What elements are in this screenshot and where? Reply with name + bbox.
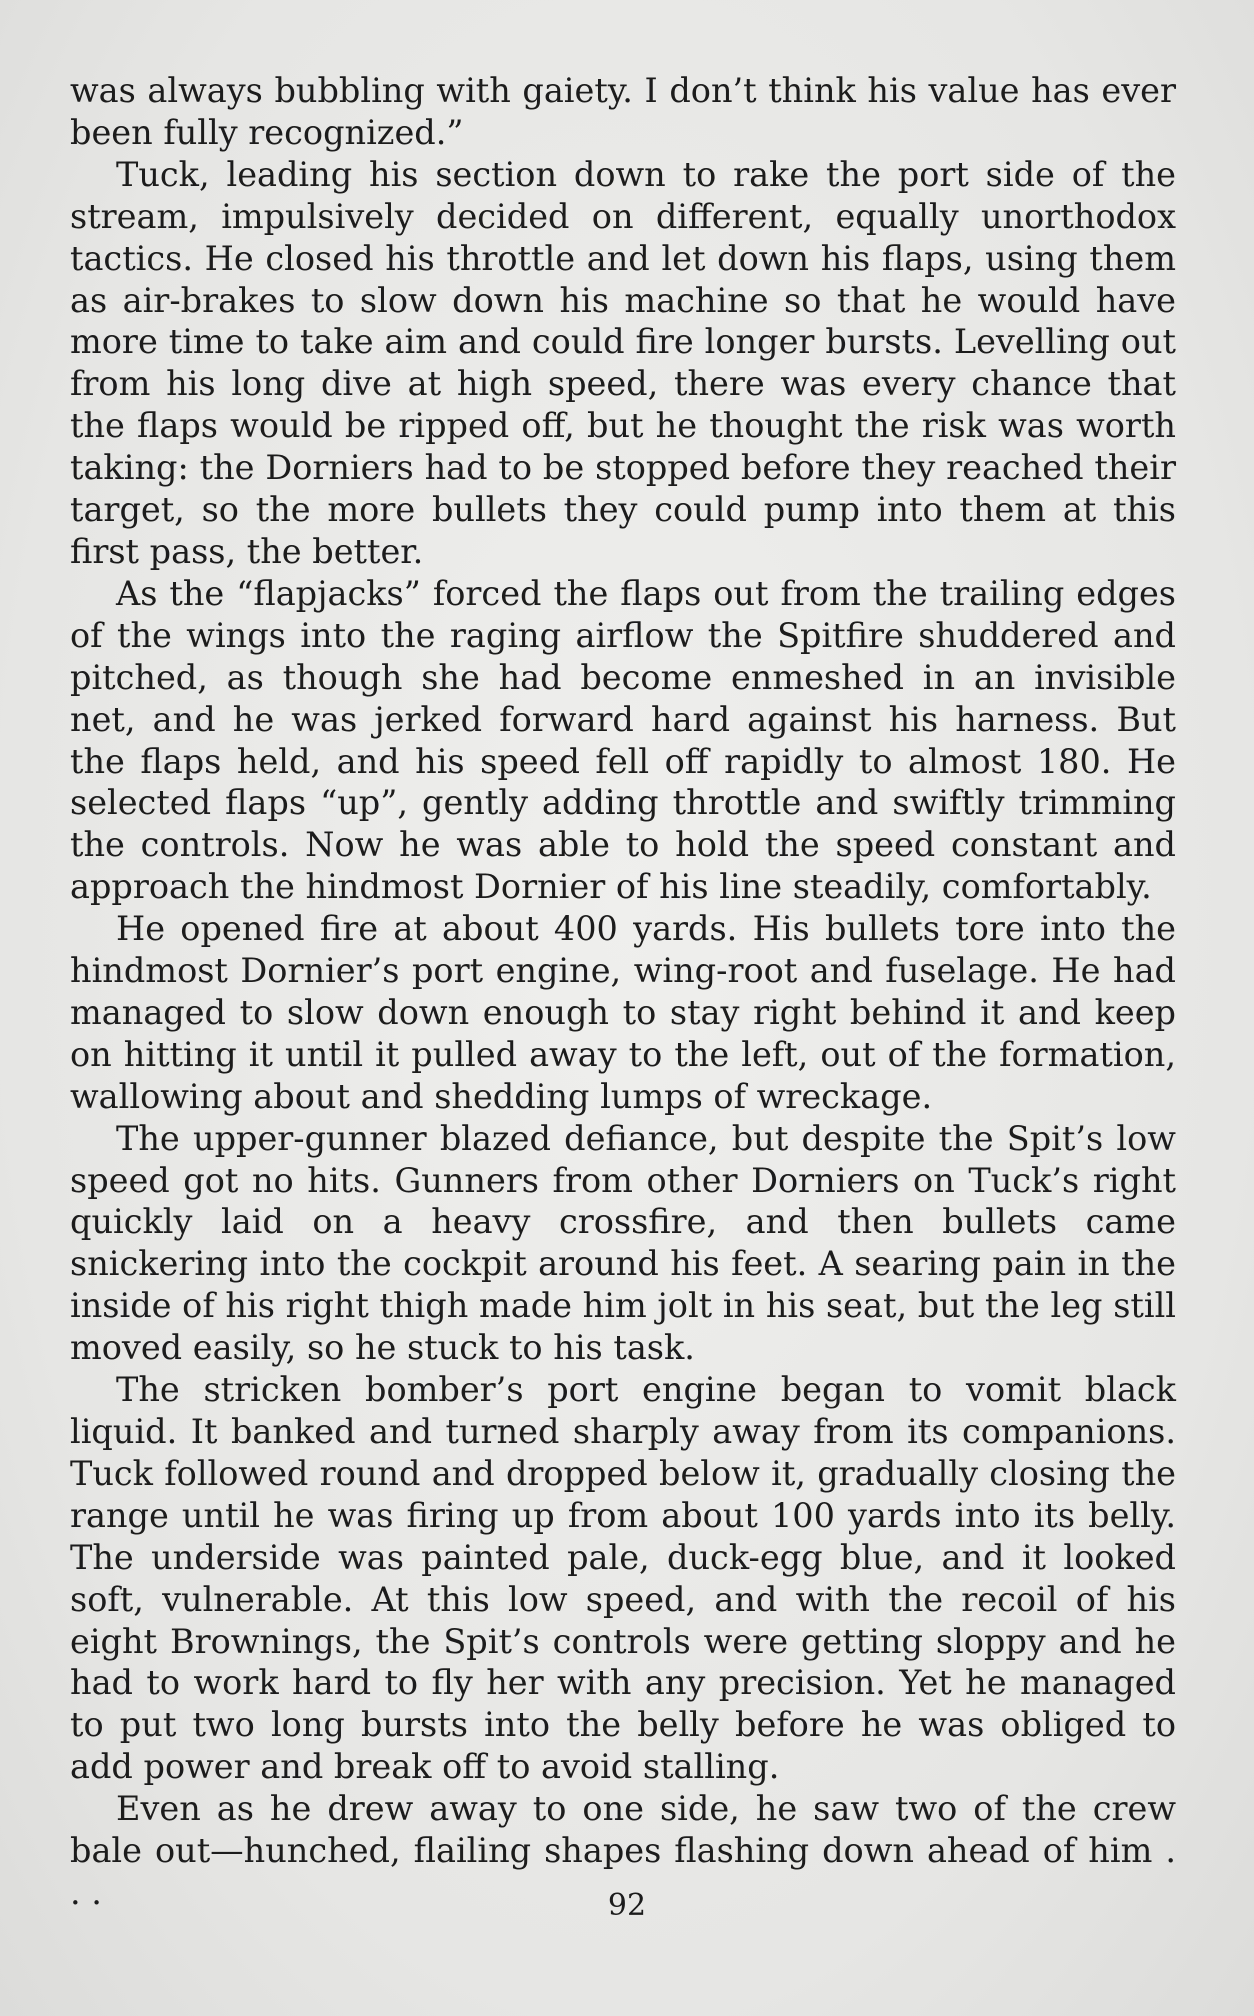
body-text [70,70,1176,1914]
paragraph-7: Even as he drew away to one side, he saw two of the crew bale out—hunched, flailing shapes flashing down ahead of him . . . [70,1789,1176,1912]
paragraph-1: was always bubbling with gaiety. I don’t think his value has ever been fully recognized.” [70,71,1176,152]
paragraph-6: The stricken bomber’s port engine began to vomit black liquid. It banked and turned sharply away from its companions. Tuck followed round and dropped below it, gradually closing the range until he was firing up from about 100 yards into its belly. The underside was painted pale, duck-egg blue, and it looked soft, vulnerable. At this low speed, and with the recoil of his eight Brownings, the Spit’s controls were getting sloppy and he had to work hard to fly her with any precision. Yet he managed to put two long bursts into the belly before he was obliged to add power and break off to avoid stalling. [70,1370,1176,1787]
page-number: 92 [607,1888,647,1923]
paragraph-2: Tuck, leading his section down to rake the port side of the stream, impulsively decided on different, equally unorthodox tactics. He closed his throttle and let down his flaps, using them as air-brakes to slow down his machine so that he would have more time to take aim and could fire longer bursts. Levelling out from his long dive at high speed, there was every chance that the flaps would be ripped off, but he thought the risk was worth taking: the Dorniers had to be stopped before they reached their target, so the more bullets they could pump into them at this first pass, the better. [70,154,1176,571]
paragraph-3: As the “flapjacks” forced the flaps out from the trailing edges of the wings into the raging airflow the Spitfire shuddered and pitched, as though she had become enmeshed in an invisible net, and he was jerked forward hard against his harness. But the flaps held, and his speed fell off rapidly to almost 180. He selected flaps “up”, gently adding throttle and swiftly trimming the controls. Now he was able to hold the speed constant and approach the hindmost Dornier of his line steadily, comfortably. [70,573,1176,907]
paragraph-4: He opened fire at about 400 yards. His bullets tore into the hindmost Dornier’s port engine, wing-root and fuselage. He had managed to slow down enough to stay right behind it and keep on hitting it until it pulled away to the left, out of the formation, wallowing about and shedding lumps of wreckage. [70,909,1176,1116]
paragraph-5: The upper-gunner blazed defiance, but despite the Spit’s low speed got no hits. Gunners from other Dorniers on Tuck’s right quickly laid on a heavy crossfire, and then bullets came snickering into the cockpit around his feet. A searing pain in the inside of his right thigh made him jolt in his seat, but the leg still moved easily, so he stuck to his task. [70,1118,1176,1368]
